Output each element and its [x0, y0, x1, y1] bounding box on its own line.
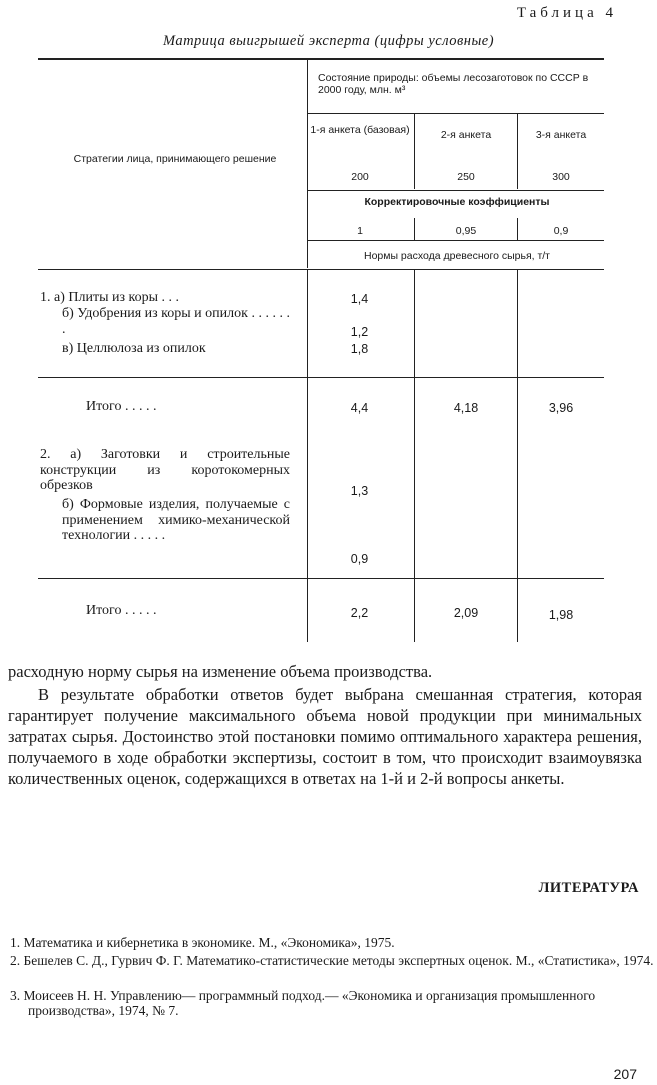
reference-1: 1. Математика и кибернетика в экономике. М., «Экономика», 1975.: [10, 935, 395, 950]
reference-2: 2. Бешелев С. Д., Гурвич Ф. Г. Математико-статистические методы экспертных оценок. М., «Статистика», 1974.: [10, 953, 654, 968]
header-left-border: [307, 58, 308, 268]
col2-header-divider: [414, 114, 415, 189]
table-number: Таблица 4: [516, 5, 617, 21]
coef-3: 0,9: [553, 225, 569, 237]
coef-sep-rule: [308, 240, 604, 241]
group2-total-2: 2,09: [453, 606, 479, 620]
nature-header: Состояние природы: объемы лесозаготовок по СССР в 2000 году, млн. м³: [318, 72, 589, 96]
group1-item-b: б) Удобрения из коры и опилок . . . . . . .: [62, 306, 290, 337]
group2-value-a: 1,3: [350, 484, 369, 498]
coef-1: 1: [357, 225, 363, 237]
group2-value-b: 0,9: [350, 552, 369, 566]
col2-coef-divider: [414, 218, 415, 240]
questionnaire-1-label: 1-я анкета (базовая): [310, 124, 410, 136]
coef-header: Корректировочные коэффициенты: [364, 196, 550, 208]
group2-item-b: б) Формовые изделия, получаемые с применением химико-механической технологии . . . . .: [62, 497, 290, 543]
volume-2: 250: [457, 171, 475, 183]
group1-total-3: 3,96: [548, 401, 574, 415]
group2-item-a: 2. а) Заготовки и строительные конструкции из коротокомерных обрезков: [40, 447, 290, 493]
group2-total-rule: [38, 578, 604, 579]
group1-total-label: Итого . . . . .: [86, 399, 157, 414]
table-top-rule: [38, 58, 604, 60]
group2-total-1: 2,2: [350, 606, 369, 620]
group1-value-c: 1,8: [350, 342, 369, 356]
page-number: 207: [613, 1066, 637, 1082]
strategies-header: Стратегии лица, принимающего решение: [73, 153, 277, 165]
volume-3: 300: [552, 171, 570, 183]
reference-3: 3. Моисеев Н. Н. Управлению— программный подход.— «Экономика и организация промышленного производства», 1974, № 7.: [10, 988, 596, 1018]
body-col2-line: [414, 270, 415, 642]
header-bottom-rule: [38, 269, 604, 270]
volume-1: 200: [351, 171, 369, 183]
literature-title: ЛИТЕРАТУРА: [538, 880, 639, 896]
questionnaire-3-label: 3-я анкета: [535, 129, 587, 141]
norms-header: Нормы расхода древесного сырья, т/т: [363, 250, 550, 262]
group1-total-1: 4,4: [350, 401, 369, 415]
body-col3-line: [517, 270, 518, 642]
group1-item-a: 1. а) Плиты из коры . . .: [40, 290, 180, 305]
paragraph-continuation: расходную норму сырья на изменение объема производства.: [8, 662, 433, 681]
coef-2: 0,95: [455, 225, 477, 237]
table-caption: Матрица выигрышей эксперта (цифры условные): [162, 33, 495, 49]
group2-total-label: Итого . . . . .: [86, 603, 157, 618]
body-col1-line: [307, 270, 308, 642]
group2-total-3: 1,98: [548, 608, 574, 622]
nature-sep-rule: [308, 113, 604, 114]
group1-value-a: 1,4: [350, 292, 369, 306]
group1-total-rule: [38, 377, 604, 378]
questionnaire-2-label: 2-я анкета: [440, 129, 492, 141]
group1-total-2: 4,18: [453, 401, 479, 415]
group1-item-c: в) Целлюлоза из опилок: [62, 341, 206, 356]
paragraph-main: В результате обработки ответов будет выбрана смешанная стратегия, которая гарантирует получение максимального объема новой продукции при минимальных затратах сырья. Достоинство этой постановки помимо оптимального характера решения, получаемого в ходе обработки экспертизы, состоит в том, что происходит взаимоувязка количественных оценок, содержащихся в ответах на 1-й и 2-й вопросы анкеты.: [8, 685, 642, 788]
volume-sep-rule: [308, 190, 604, 191]
group1-value-b: 1,2: [350, 325, 369, 339]
